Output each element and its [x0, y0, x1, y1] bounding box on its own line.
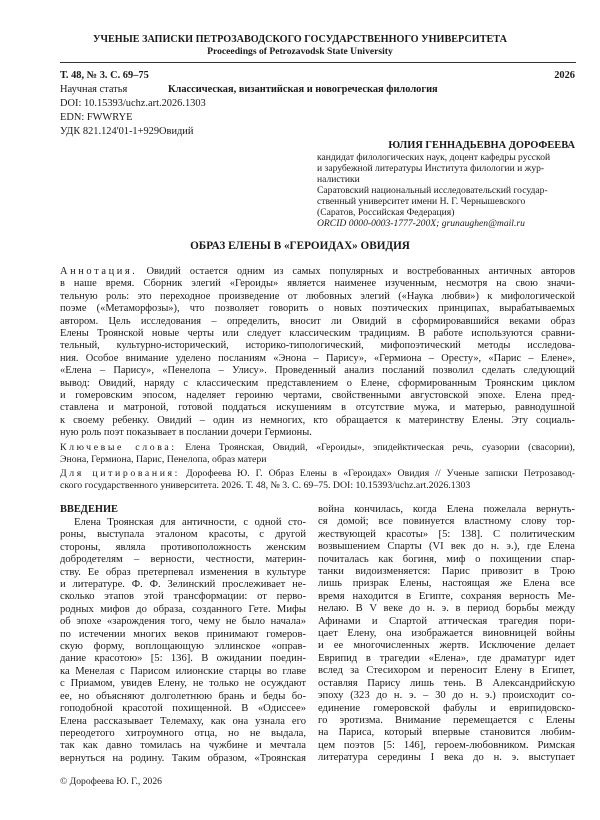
body-text-line: сколько этапов этой трансформации: от перво- — [60, 591, 306, 603]
body-text-line: гоподобной красотой похищенной. В «Одиссее» — [60, 703, 306, 715]
abstract-line: тельный, культурно-исторический, историко-типологический, мифопоэтический методы исследова- — [60, 340, 575, 352]
article-title: ОБРАЗ ЕЛЕНЫ В «ГЕРОИДАХ» ОВИДИЯ — [190, 240, 410, 252]
author-name: ЮЛИЯ ГЕННАДЬЕВНА ДОРОФЕЕВА — [388, 140, 575, 151]
keywords-label: Ключевые слова: — [60, 442, 177, 453]
affiliation-line: кандидат филологических наук, доцент кафедры русской — [317, 152, 551, 163]
affiliation-line: налистики — [317, 174, 360, 185]
body-text-line: так как давно томилась на чужбине и мечтала — [60, 740, 306, 752]
year: 2026 — [554, 70, 575, 81]
body-text-line: танки видоизменяется: Парис привозит в Трою — [318, 566, 575, 578]
body-text-line: стороны, являла противоположность женским — [60, 541, 306, 553]
section-name: Классическая, византийская и новогреческая филология — [168, 84, 438, 95]
body-text-line: цем поэтов [5: 146], героем-любовником. Римская — [318, 739, 575, 751]
body-text-line: литература середины I века до н. э. выступает — [318, 752, 575, 764]
body-text-line: жествующей красоты» [5: 138]. С политическим — [318, 528, 575, 540]
body-text-line: единение гомеровской фабулы и еврипидовско- — [318, 702, 575, 714]
body-text-line: вслед за Стесихором и переносит Елену в Египет, — [318, 665, 575, 677]
body-text-line: почиталась как богиня, миф о похищении спар- — [318, 553, 575, 565]
body-text-line: цает Елену, она изображается виновницей войны — [318, 628, 575, 640]
body-text-line: по истечении многих веков принимают гомеров- — [60, 628, 306, 640]
body-text-line: война кончилась, когда Елена пожелала вернуть- — [318, 504, 575, 515]
abstract-line: и гомеровским эпосом, наделяет героиню чертами, свойственными августовской эпохе. Елена пред- — [60, 390, 575, 402]
keywords-line: Энона, Гермиона, Парис, Пенелопа, образ матери — [60, 453, 267, 465]
body-text-line: и литературе. Ф. Ф. Зелинский прослеживает не- — [60, 579, 306, 591]
udk: УДК 821.124'01-1+929Овидий — [60, 126, 194, 137]
abstract-line: ставлена и матроной, готовой поддаться искушениям в отсутствие мужа, и матерью, равнодушной — [60, 402, 575, 414]
body-text-line: родных мифов до образа, созданного Гете. Мифы — [60, 603, 306, 615]
abstract — [60, 266, 575, 440]
abstract-label: Аннотация. — [60, 266, 138, 277]
body-text-line: возвышением Спарты (VI век до н. э.), где Елена — [318, 541, 575, 553]
body-text-line: и ее многочисленных жертв. Исключение делает — [318, 640, 575, 652]
body-text-line: Афинами и Спартой аттическая трагедия пори- — [318, 615, 575, 627]
issue-info: Т. 48, № 3. С. 69–75 — [60, 70, 149, 81]
keywords — [60, 442, 575, 465]
edn: EDN: FWWRYE — [60, 112, 133, 123]
body-text-line: оставляя Парису лишь тень. В Александрийскую — [318, 677, 575, 689]
body-text-line: ка Менелая с Парисом илионские старцы во главе — [60, 665, 306, 677]
body-text-line: добродетелям – верности, честности, материн- — [60, 554, 306, 566]
body-text-line: нелаю. В V веке до н. э. в период борьбы между — [318, 603, 575, 615]
body-text-line: скую форму, воплощающую эллинское «оправ- — [60, 641, 306, 653]
body-text-line: ству. Ее образ претерпевал изменения в культуре — [60, 566, 306, 578]
copyright: © Дорофеева Ю. Г., 2026 — [60, 776, 162, 787]
abstract-line: «Елена – Парису», «Пенелопа – Улису». Проведенный анализ посланий позволил сделать следующий — [60, 365, 575, 377]
body-text-line: с Приамом, увидев Елену, не только не осуждают — [60, 678, 306, 690]
affiliation-line: ственный университет имени Н. Г. Чернышевского — [317, 196, 526, 207]
citation-label: Для цитирования: — [60, 468, 180, 479]
abstract-line: тельную роль: это переходное произведение от любовных элегий («Наука любви») к мифологической — [60, 290, 575, 302]
affiliation-line: (Саратов, Российская Федерация) — [317, 207, 455, 218]
keywords-line: Елена Троянская, Овидий, «Героиды», эпидейктическая речь, суазории (свасории), — [176, 442, 575, 453]
body-text-line: лишь призрак Елены, настоящая же Елена все — [318, 578, 575, 590]
doi: DOI: 10.15393/uchz.art.2026.1303 — [60, 98, 206, 109]
article-type: Научная статья — [60, 84, 128, 95]
abstract-line: Елены Троянской новые черты или следует классическим традициям. В работе используются сравни- — [60, 328, 575, 340]
journal-title: УЧЕНЫЕ ЗАПИСКИ ПЕТРОЗАВОДСКОГО ГОСУДАРСТВЕННОГО УНИВЕРСИТЕТА — [93, 34, 507, 45]
body-text-line: ее, но объясняют долголетнюю брань и беды бо- — [60, 690, 306, 702]
body-text-line: Еврипид в трагедии «Елена», где драматург идет — [318, 652, 575, 664]
abstract-line: автором. Цель исследования – определить, вносит ли Овидий в сформировавшийся веками образ — [60, 315, 575, 327]
body-text-line: дание красотою» [5: 136]. В ожидании поедин- — [60, 653, 306, 665]
body-text-line: время находится в Египте, сохраняя верность Ме- — [318, 590, 575, 602]
citation-line: Дорофеева Ю. Г. Образ Елены в «Героидах» Овидия // Ученые записки Петрозавод- — [180, 468, 575, 479]
author-affiliation — [317, 152, 575, 229]
citation-line: ского государственного университета. 2026. Т. 48, № 3. С. 69–75. DOI: 10.15393/uchz.art.2026.1303 — [60, 479, 471, 491]
abstract-line: ную роль поэт показывает в послании дочери Гермионы. — [60, 427, 312, 439]
abstract-line: ния. Особое внимание уделено посланиям «Энона – Парису», «Гермиона – Оресту», «Парис – Елене», — [60, 352, 575, 364]
body-text-line: вернуться на родину. Таким образом, «Троянская — [60, 752, 306, 764]
right-column — [318, 504, 575, 765]
affiliation-line: и зарубежной литературы Института филологии и жур- — [317, 163, 545, 174]
body-text-line: Елена рассказывает Телемаху, как она узнала его — [60, 715, 306, 727]
affiliation-line: Саратовский национальный исследовательский государ- — [317, 185, 548, 196]
citation — [60, 468, 575, 491]
body-text-line: роны, выступала эталоном красоты, с другой — [60, 529, 306, 541]
body-text-line: эпоху (323 до н. э. – 30 до н. э.) происходит со- — [318, 690, 575, 702]
abstract-line: поэме («Метаморфозы»), что позволяет говорить о новых поэтических принципах, вырабатываемых — [60, 303, 575, 315]
body-text-line: Елена Троянская для античности, с одной сто- — [74, 517, 306, 528]
left-column — [60, 517, 306, 765]
section-heading: ВВЕДЕНИЕ — [60, 504, 118, 515]
abstract-line: Овидий остается одним из самых популярных и востребованных античных авторов — [137, 266, 575, 277]
body-text-line: переодетого хитроумного отца, но не выдала, — [60, 727, 306, 739]
orcid-email: ORCID 0000-0003-1777-200X; grunaughen@mail.ru — [317, 218, 525, 229]
body-text-line: ся домой; все повинуется властному слову тор- — [318, 516, 575, 528]
abstract-line: к своему ребенку. Овидий – один из немногих, кто обращается к материнству Елены. Эту социаль- — [60, 414, 575, 426]
journal-subtitle: Proceedings of Petrozavodsk State University — [207, 46, 393, 57]
body-text-line: го эротизма. Внимание перемещается с Елены — [318, 714, 575, 726]
abstract-line: вывод: Овидий, наряду с классическим представлением о Елене, сформированным Троянским циклом — [60, 377, 575, 389]
abstract-line: в наше время. Сборник элегий «Героиды» является наименее изученным, несмотря на свою значи- — [60, 278, 575, 290]
body-text-line: на Париса, который впервые становится любим- — [318, 727, 575, 739]
body-text-line: об эпохе «зарождения того, чему не было начала» — [60, 616, 306, 628]
header-rule — [60, 62, 576, 63]
